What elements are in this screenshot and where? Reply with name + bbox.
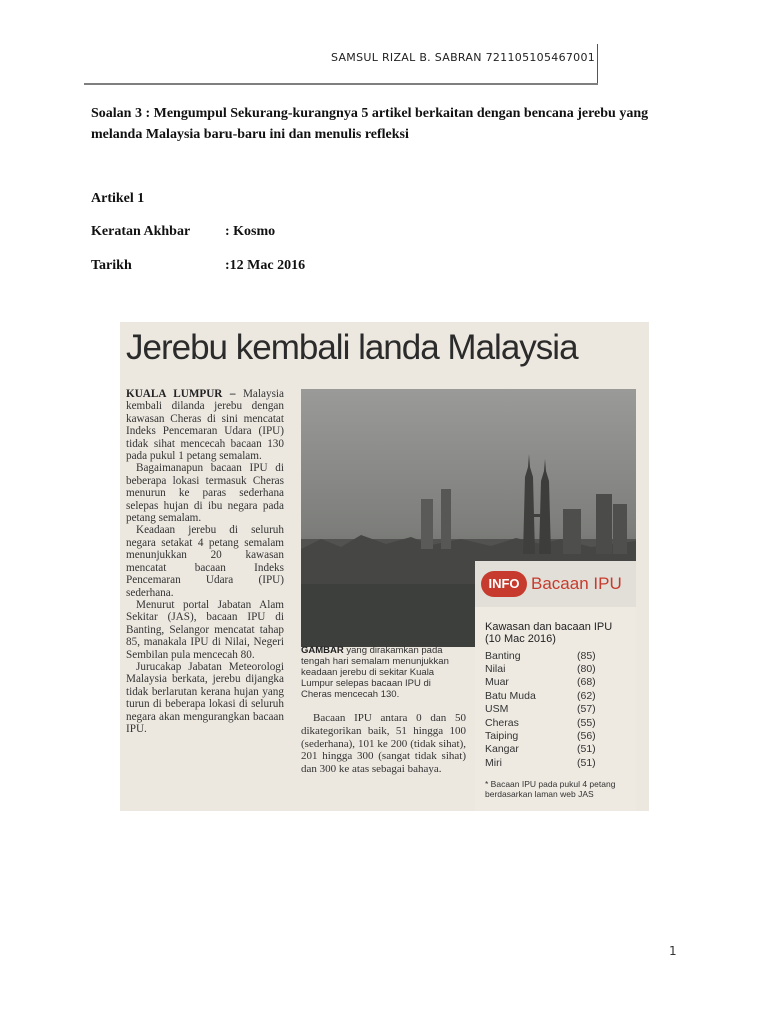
ipu-value: (62) [577,689,596,702]
article-paragraph: Jurucakap Jabatan Meteorologi Malaysia berkata, jerebu dijangka tidak berlarutan kerana hujan yang turun di beberapa lokasi di seluruh negara akan mengurangkan bacaan IPU. [126,660,284,735]
header-divider [84,83,598,85]
area-name: Banting [485,649,521,662]
area-name: Miri [485,756,502,769]
table-row [485,676,596,689]
ipu-value: (56) [577,730,596,743]
clipping-headline: Jerebu kembali landa Malaysia [126,328,578,367]
table-row [485,689,596,702]
table-row [485,743,596,756]
meta-row-date [91,258,305,274]
info-box [475,561,636,811]
ipu-value: (51) [577,756,596,769]
ipu-readings-table [485,649,596,770]
dateline: KUALA LUMPUR – [126,388,236,400]
info-header [475,561,636,607]
header-author: SAMSUL RIZAL B. SABRAN 721105105467001 [331,51,596,64]
area-name: Kangar [485,743,519,756]
ipu-value: (85) [577,649,596,662]
table-row [485,716,596,729]
article-body [126,388,284,808]
meta-value: :12 Mac 2016 [225,258,306,273]
ipu-categories-paragraph: Bacaan IPU antara 0 dan 50 dikategorikan baik, 51 hingga 100 (sederhana), 101 ke 200 (tidak sihat), 201 hingga 300 (sangat tidak sihat) dan 300 ke atas sebagai bahaya. [301,712,466,776]
article-paragraph: Keadaan jerebu di seluruh negara setakat 4 petang semalam menunjukkan 20 kawasan mencatat bacaan Indeks Pencemaran Udara (IPU) sederhana. [126,524,284,599]
meta-row-source [91,224,275,240]
article-label: Artikel 1 [91,191,145,206]
info-subtitle-date: (10 Mac 2016) [485,633,556,645]
meta-value: : Kosmo [225,224,276,239]
info-title: Bacaan IPU [531,574,622,593]
info-subtitle [475,607,636,649]
area-name: Muar [485,676,509,689]
meta-label: Tarikh [91,258,132,273]
caption-lead: GAMBAR [301,645,344,656]
page-number: 1 [669,944,677,958]
paragraph-text: Malaysia kembali dilanda jerebu dengan kawasan Cheras di sini mencatat Indeks Pencemaran Udara (IPU) tidak sihat mencecah bacaan 130 pada pukul 1 petang semalam. [126,388,284,463]
article-paragraph: Bagaimanapun bacaan IPU di beberapa lokasi termasuk Cheras menurun ke paras sederhana selepas hujan di ibu negara pada petang semalam. [126,462,284,525]
area-name: Taiping [485,730,519,743]
table-row [485,662,596,675]
photo-caption [301,645,461,700]
area-name: USM [485,703,509,716]
article-paragraph: Menurut portal Jabatan Alam Sekitar (JAS), bacaan IPU di Banting, Selangor mencatat tahap 85, manakala IPU di Nilai, Negeri Sembilan pula mencecah 80. [126,598,284,661]
header-divider-vertical [597,44,598,84]
table-row [485,703,596,716]
table-row [485,756,596,769]
ipu-value: (55) [577,716,596,729]
info-subtitle-line: Kawasan dan bacaan IPU [485,621,613,633]
meta-label: Keratan Akhbar [91,224,191,239]
info-footnote: * Bacaan IPU pada pukul 4 petang berdasarkan laman web JAS [485,779,616,799]
ipu-value: (68) [577,676,596,689]
info-badge: INFO [481,571,527,597]
article-paragraph [126,388,284,462]
table-row [485,649,596,662]
newspaper-clipping [120,322,649,811]
caption-text: yang dirakamkan pada tengah hari semalam menunjukkan keadaan jerebu di sekitar Kuala Lumpur selepas bacaan IPU di Cheras mencecah 130. [301,645,449,700]
ipu-value: (80) [577,663,596,676]
area-name: Cheras [485,716,519,729]
ipu-value: (57) [577,703,596,716]
table-row [485,729,596,742]
area-name: Batu Muda [485,689,536,702]
ipu-value: (51) [577,743,596,756]
area-name: Nilai [485,663,506,676]
question-text: Soalan 3 : Mengumpul Sekurang-kurangnya 5 artikel berkaitan dengan bencana jerebu yang melanda Malaysia baru-baru ini dan menulis refleksi [91,106,649,142]
